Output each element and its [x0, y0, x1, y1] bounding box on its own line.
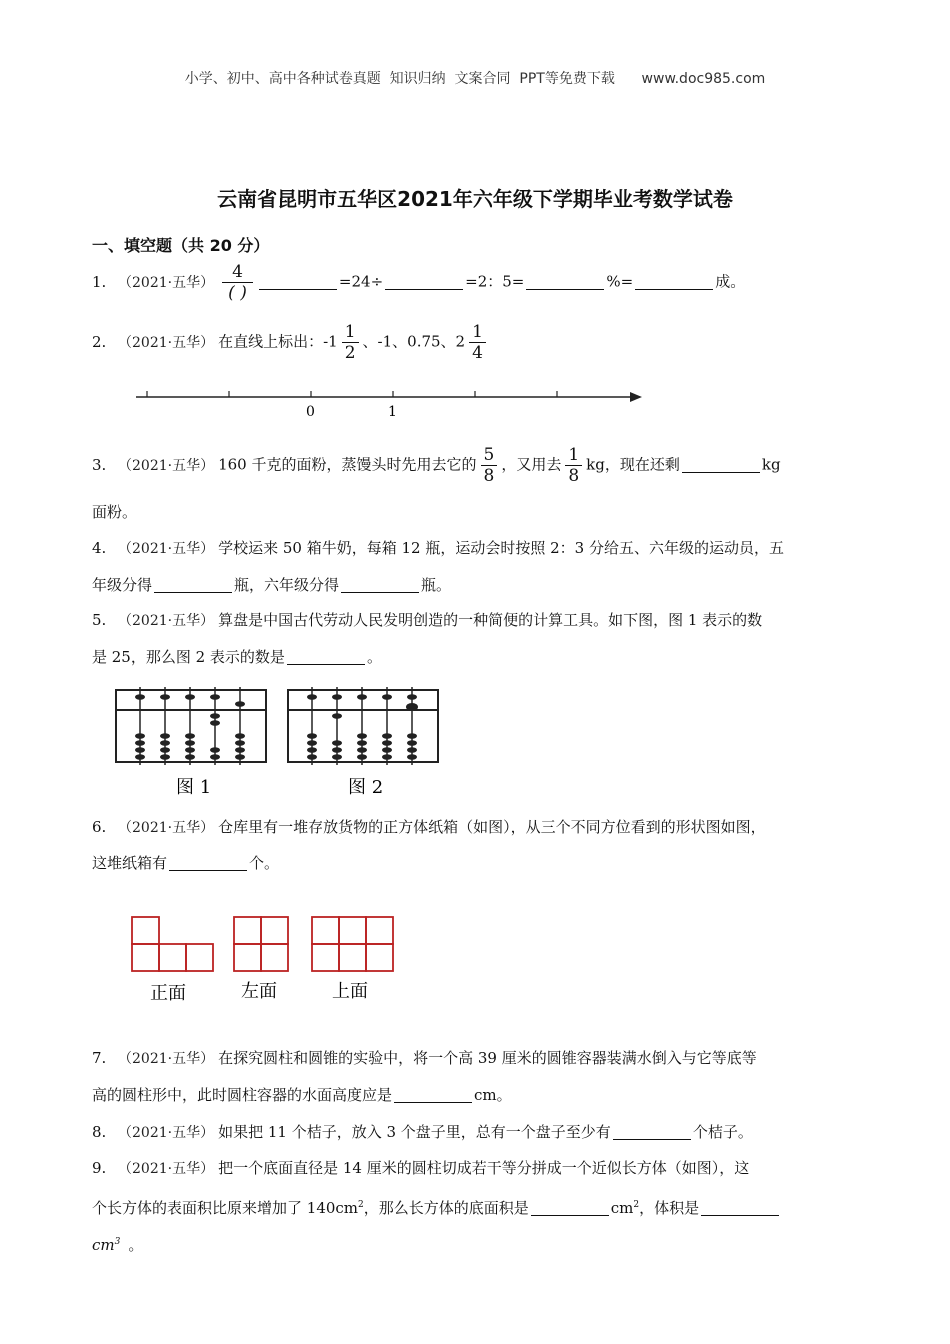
question-6-cont: 这堆纸箱有 个。 [92, 854, 280, 872]
question-5-cont: 是 25，那么图 2 表示的数是 。 [92, 648, 382, 666]
answer-blank[interactable] [682, 456, 760, 473]
answer-blank[interactable] [287, 648, 365, 665]
question-number: 3. [92, 455, 107, 474]
question-source: （2021·五华） [118, 613, 215, 629]
question-9: 9. （2021·五华） 把一个底面直径是 14 厘米的圆柱切成若干等分拼成一个近似长方体（如图），这 [92, 1159, 750, 1177]
answer-blank[interactable] [613, 1123, 691, 1140]
fraction: $\frac{4}{( )}$ [222, 262, 253, 303]
question-number: 2. [92, 332, 107, 351]
question-6: 6. （2021·五华） 仓库里有一堆存放货物的正方体纸箱（如图），从三个不同方位看到的形状图如图， [92, 818, 766, 836]
tick-label: 0 [306, 404, 315, 420]
fraction: $\frac{1}{2}$ [342, 322, 359, 363]
question-source: （2021·五华） [118, 1051, 215, 1067]
question-number: 6. [92, 818, 107, 836]
view-label: 左面 [241, 981, 277, 1002]
fraction: $\frac{5}{8}$ [481, 445, 498, 486]
abacus-figures [110, 683, 450, 803]
answer-blank[interactable] [701, 1199, 779, 1216]
top-view [312, 917, 393, 971]
question-3: 3. （2021·五华） 160 千克的面粉，蒸馒头时先用去它的 $\frac{5}{8}$ ，又用去 $\frac{1}{8}$ kg，现在还剩 kg [92, 445, 781, 486]
question-9-cont: 个长方体的表面积比原来增加了 $140cm^2$，那么长方体的底面积是 $cm^2$，体积是 [92, 1195, 781, 1218]
view-label: 正面 [150, 983, 186, 1004]
question-2: 2. （2021·五华） 在直线上标出：-1 $\frac{1}{2}$ 、-1、0.75、2 $\frac{1}{4}$ [92, 322, 490, 363]
page-header: 小学、初中、高中各种试卷真题 知识归纳 文案合同 PPT等免费下载 www.doc985.com [184, 71, 766, 87]
question-9-cont2: $cm^3$ 。 [92, 1236, 144, 1254]
question-4: 4. （2021·五华） 学校运来 50 箱牛奶，每箱 12 瓶，运动会时按照 2：3 分给五、六年级的运动员，五 [92, 539, 784, 557]
answer-blank[interactable] [154, 576, 232, 593]
question-7-cont: 高的圆柱形中，此时圆柱容器的水面高度应是 cm。 [92, 1086, 512, 1104]
question-4-cont: 年级分得 瓶，六年级分得 瓶。 [92, 576, 452, 594]
answer-blank[interactable] [531, 1199, 609, 1216]
arrow-icon [630, 392, 642, 402]
question-8: 8. （2021·五华） 如果把 11 个桔子，放入 3 个盘子里，总有一个盘子至少有 个桔子。 [92, 1123, 753, 1141]
question-source: （2021·五华） [118, 457, 215, 474]
question-number: 1. [92, 272, 107, 291]
answer-blank[interactable] [169, 854, 247, 871]
abacus-2 [288, 687, 438, 798]
figure-label: 图 2 [348, 777, 384, 798]
answer-blank[interactable] [385, 273, 463, 290]
answer-blank[interactable] [635, 273, 713, 290]
question-source: （2021·五华） [118, 541, 215, 557]
question-5: 5. （2021·五华） 算盘是中国古代劳动人民发明创造的一种简便的计算工具。如下图，图 1 表示的数 [92, 611, 763, 629]
page-title: 云南省昆明市五华区2021年六年级下学期毕业考数学试卷 [217, 187, 733, 211]
question-source: （2021·五华） [118, 820, 215, 836]
tick-label: 1 [388, 404, 397, 420]
question-number: 7. [92, 1049, 107, 1067]
question-number: 8. [92, 1123, 107, 1141]
question-number: 9. [92, 1159, 107, 1177]
fraction: $\frac{1}{8}$ [565, 445, 582, 486]
section-heading: 一、填空题（共 20 分） [92, 236, 270, 255]
question-source: （2021·五华） [118, 1161, 215, 1177]
answer-blank[interactable] [526, 273, 604, 290]
answer-blank[interactable] [341, 576, 419, 593]
number-line [130, 382, 650, 422]
answer-blank[interactable] [394, 1086, 472, 1103]
view-label: 上面 [332, 981, 368, 1002]
question-source: （2021·五华） [118, 274, 215, 291]
question-1: 1. （2021·五华） $\frac{4}{( )}$ =24÷ =2：5= %= 成。 [92, 262, 746, 303]
question-7: 7. （2021·五华） 在探究圆柱和圆锥的实验中，将一个高 39 厘米的圆锥容器装满水倒入与它等底等 [92, 1049, 757, 1067]
question-3-cont: 面粉。 [92, 503, 138, 521]
question-source: （2021·五华） [118, 334, 215, 351]
fraction: $\frac{1}{4}$ [469, 322, 486, 363]
abacus-1 [116, 687, 266, 798]
front-view [132, 917, 213, 971]
figure-label: 图 1 [176, 777, 212, 798]
question-source: （2021·五华） [118, 1125, 215, 1141]
question-number: 5. [92, 611, 107, 629]
answer-blank[interactable] [259, 273, 337, 290]
question-number: 4. [92, 539, 107, 557]
view-diagrams [110, 895, 430, 1010]
left-view [234, 917, 288, 971]
